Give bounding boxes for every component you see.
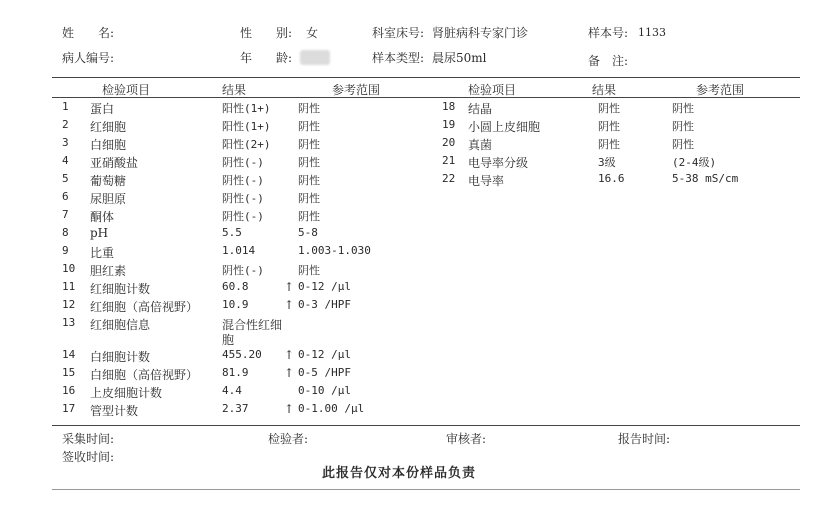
row-number: 20 bbox=[442, 136, 456, 149]
row-number: 13 bbox=[62, 316, 76, 329]
abnormal-high-arrow: ↑ bbox=[284, 366, 295, 380]
age-redacted bbox=[300, 50, 330, 65]
test-item: 红细胞 bbox=[90, 120, 127, 134]
row-number: 21 bbox=[442, 154, 456, 167]
row-number: 18 bbox=[442, 100, 456, 113]
dept-value: 肾脏病科专家门诊 bbox=[432, 26, 529, 40]
test-item: 白细胞（高倍视野） bbox=[90, 368, 199, 382]
test-item: 亚硝酸盐 bbox=[90, 156, 139, 170]
test-result: 阴性(-) bbox=[222, 210, 264, 223]
sample-no-value: 1133 bbox=[638, 26, 666, 39]
gender-value: 女 bbox=[306, 26, 319, 40]
remarks-label: 备 注: bbox=[588, 54, 629, 68]
abnormal-high-arrow: ↑ bbox=[284, 298, 295, 312]
row-number: 2 bbox=[62, 118, 69, 131]
col-result-left: 结果 bbox=[222, 83, 247, 97]
col-result-right: 结果 bbox=[592, 83, 617, 97]
test-item: 红细胞（高倍视野） bbox=[90, 300, 199, 314]
reference-range: 阴性 bbox=[672, 102, 694, 115]
row-number: 16 bbox=[62, 384, 76, 397]
sample-type-label: 样本类型: bbox=[372, 51, 425, 65]
report-time-label: 报告时间: bbox=[618, 432, 671, 446]
test-result: 16.6 bbox=[598, 172, 625, 185]
row-number: 15 bbox=[62, 366, 76, 379]
test-item: 酮体 bbox=[90, 210, 115, 224]
col-range-left: 参考范围 bbox=[332, 83, 381, 97]
test-result: 阴性(-) bbox=[222, 174, 264, 187]
header-bottom-rule bbox=[52, 97, 800, 98]
test-result: 阴性 bbox=[598, 120, 620, 133]
inspector-label: 检验者: bbox=[268, 432, 309, 446]
reference-range: (2-4级) bbox=[672, 156, 717, 169]
test-item: 胆红素 bbox=[90, 264, 127, 278]
test-result: 混合性红细 bbox=[222, 318, 283, 332]
reference-range: 阴性 bbox=[298, 264, 320, 277]
test-item: 葡萄糖 bbox=[90, 174, 127, 188]
page-bottom-rule bbox=[52, 489, 800, 490]
test-item: pH bbox=[90, 226, 109, 240]
test-item: 白细胞计数 bbox=[90, 350, 151, 364]
test-result: 阴性(-) bbox=[222, 156, 264, 169]
dept-label: 科室床号: bbox=[372, 26, 425, 40]
reference-range: 阴性 bbox=[298, 174, 320, 187]
test-item: 白细胞 bbox=[90, 138, 127, 152]
reference-range: 0-10 /μl bbox=[298, 384, 351, 397]
test-item: 电导率 bbox=[468, 174, 505, 188]
row-number: 17 bbox=[62, 402, 76, 415]
test-result: 阳性(1+) bbox=[222, 120, 271, 133]
test-result: 3级 bbox=[598, 156, 616, 169]
test-result-wrap: 胞 bbox=[222, 333, 235, 347]
test-result: 60.8 bbox=[222, 280, 249, 293]
test-item: 比重 bbox=[90, 246, 115, 260]
reference-range: 阴性 bbox=[672, 120, 694, 133]
row-number: 10 bbox=[62, 262, 76, 275]
test-item: 红细胞计数 bbox=[90, 282, 151, 296]
test-item: 蛋白 bbox=[90, 102, 115, 116]
test-result: 10.9 bbox=[222, 298, 249, 311]
sample-no-label: 样本号: bbox=[588, 26, 629, 40]
test-result: 2.37 bbox=[222, 402, 249, 415]
reference-range: 1.003-1.030 bbox=[298, 244, 371, 257]
row-number: 11 bbox=[62, 280, 76, 293]
row-number: 4 bbox=[62, 154, 69, 167]
row-number: 6 bbox=[62, 190, 69, 203]
gender-label: 性 别: bbox=[240, 26, 293, 40]
test-result: 阳性(2+) bbox=[222, 138, 271, 151]
row-number: 7 bbox=[62, 208, 69, 221]
reference-range: 0-3 /HPF bbox=[298, 298, 351, 311]
abnormal-high-arrow: ↑ bbox=[284, 402, 295, 416]
reference-range: 阴性 bbox=[298, 210, 320, 223]
reviewer-label: 审核者: bbox=[446, 432, 487, 446]
col-item-left: 检验项目 bbox=[102, 83, 151, 97]
age-label: 年 龄: bbox=[240, 51, 293, 65]
test-result: 1.014 bbox=[222, 244, 256, 257]
test-result: 5.5 bbox=[222, 226, 242, 239]
reference-range: 0-1.00 /μl bbox=[298, 402, 365, 415]
patient-id-label: 病人编号: bbox=[62, 51, 115, 65]
reference-range: 阴性 bbox=[298, 192, 320, 205]
reference-range: 0-12 /μl bbox=[298, 280, 351, 293]
abnormal-high-arrow: ↑ bbox=[284, 348, 295, 362]
test-item: 红细胞信息 bbox=[90, 318, 151, 332]
disclaimer: 此报告仅对本份样品负责 bbox=[322, 466, 477, 481]
reference-range: 阴性 bbox=[672, 138, 694, 151]
reference-range: 阴性 bbox=[298, 138, 320, 151]
test-item: 真菌 bbox=[468, 138, 493, 152]
test-result: 阴性 bbox=[598, 102, 620, 115]
test-result: 4.4 bbox=[222, 384, 242, 397]
test-item: 上皮细胞计数 bbox=[90, 386, 163, 400]
row-number: 3 bbox=[62, 136, 69, 149]
reference-range: 阴性 bbox=[298, 156, 320, 169]
col-range-right: 参考范围 bbox=[696, 83, 745, 97]
row-number: 22 bbox=[442, 172, 456, 185]
row-number: 5 bbox=[62, 172, 69, 185]
test-item: 管型计数 bbox=[90, 404, 139, 418]
test-result: 阳性(1+) bbox=[222, 102, 271, 115]
test-result: 阴性 bbox=[598, 138, 620, 151]
test-item: 小圆上皮细胞 bbox=[468, 120, 541, 134]
row-number: 8 bbox=[62, 226, 69, 239]
test-item: 电导率分级 bbox=[468, 156, 529, 170]
test-result: 455.20 bbox=[222, 348, 262, 361]
collect-time-label: 采集时间: bbox=[62, 432, 115, 446]
row-number: 12 bbox=[62, 298, 76, 311]
name-label: 姓 名: bbox=[62, 26, 115, 40]
reference-range: 0-5 /HPF bbox=[298, 366, 351, 379]
row-number: 9 bbox=[62, 244, 69, 257]
reference-range: 5-8 bbox=[298, 226, 318, 239]
row-number: 1 bbox=[62, 100, 69, 113]
test-result: 阴性(-) bbox=[222, 192, 264, 205]
row-number: 19 bbox=[442, 118, 456, 131]
test-item: 结晶 bbox=[468, 102, 493, 116]
reference-range: 阴性 bbox=[298, 102, 320, 115]
col-item-right: 检验项目 bbox=[468, 83, 517, 97]
reference-range: 5-38 mS/cm bbox=[672, 172, 739, 185]
row-number: 14 bbox=[62, 348, 76, 361]
table-bottom-rule bbox=[52, 425, 800, 426]
abnormal-high-arrow: ↑ bbox=[284, 280, 295, 294]
reference-range: 0-12 /μl bbox=[298, 348, 351, 361]
table-top-rule bbox=[52, 77, 800, 78]
test-result: 81.9 bbox=[222, 366, 249, 379]
reference-range: 阴性 bbox=[298, 120, 320, 133]
test-result: 阴性(-) bbox=[222, 264, 264, 277]
test-item: 尿胆原 bbox=[90, 192, 127, 206]
receive-time-label: 签收时间: bbox=[62, 450, 115, 464]
sample-type-value: 晨尿50ml bbox=[432, 51, 487, 65]
